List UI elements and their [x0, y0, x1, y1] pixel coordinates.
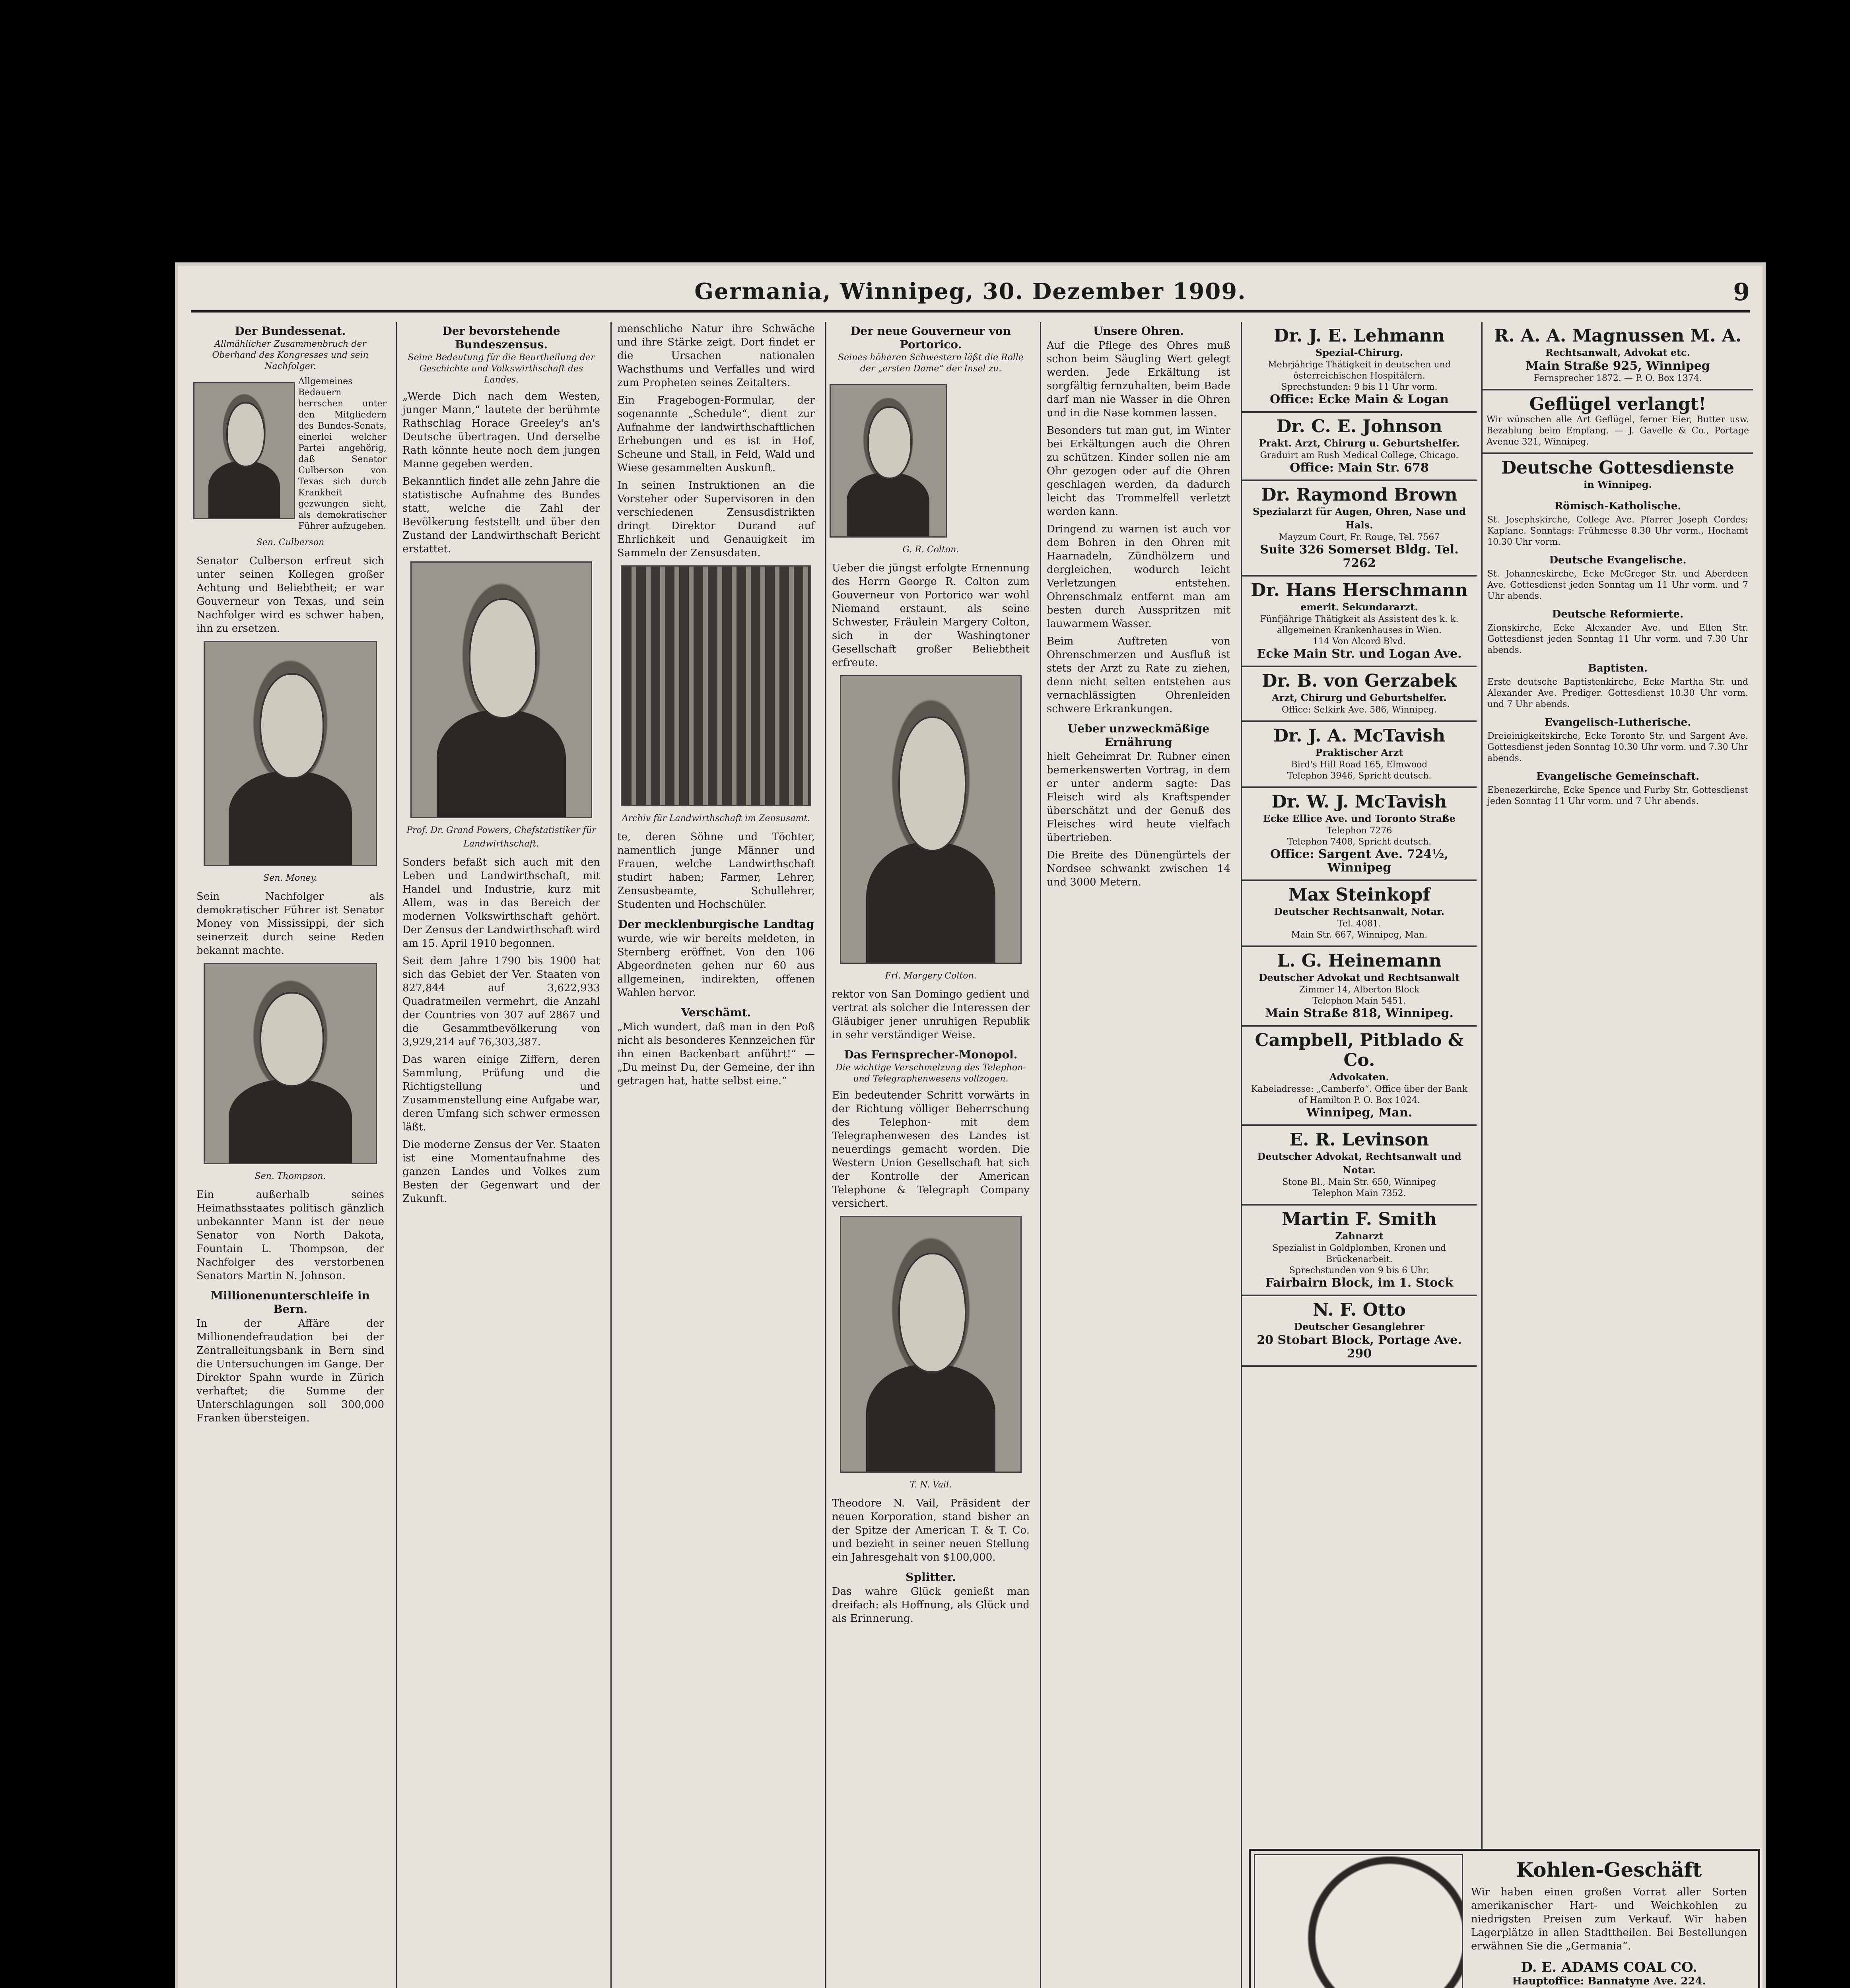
- denomination-heading: Deutsche Reformierte.: [1552, 608, 1684, 620]
- column-2: [396, 322, 606, 1988]
- ad-line: Fernsprecher 1872. — P. O. Box 1374.: [1533, 373, 1702, 383]
- coal-headline: Kohlen-Geschäft: [1516, 1858, 1702, 1881]
- ad-line: Sprechstunden: 9 bis 11 Uhr vorm.: [1281, 382, 1438, 392]
- article-text: te, deren Söhne und Töchter, namentlich junge Männer und Frauen, welche Landwirthschaft studirt haben; Farmer, Lehrer, Zensusbeamte, Schullehrer, Studenten und Hochschüler.: [617, 831, 815, 911]
- article-text: Ein Fragebogen-Formular, der sogenannte „Schedule“, dient zur Aufnahme der landwirthschaftlichen Erhebungen und es ist in Hof, Scheune und Stall, in Feld, Wald und Wiese gesammelten Auskunft.: [617, 394, 815, 474]
- article-headline: Der bevorstehende Bundeszensus.: [442, 324, 560, 351]
- ad-line: Main Str. 667, Winnipeg, Man.: [1291, 930, 1428, 940]
- ad-poultry: [1483, 390, 1753, 454]
- professional-ad: [1242, 722, 1477, 788]
- caption: Sen. Culberson: [256, 538, 325, 547]
- article-headline: Verschämt.: [681, 1006, 751, 1019]
- ad-name: L. G. Heinemann: [1277, 951, 1442, 971]
- denomination-heading: Römisch-Katholische.: [1554, 500, 1681, 512]
- professional-ad: [1242, 1027, 1477, 1126]
- coal-illustration: [1254, 1854, 1463, 1988]
- article-text: wurde, wie wir bereits meldeten, in Sternberg eröffnet. Von den 106 Abgeordneten gehen nur 60 aus allgemeinen, indirekten, offenen Wahlen hervor.: [617, 933, 815, 999]
- ad-title: Praktischer Arzt: [1315, 747, 1403, 758]
- caption: Sen. Thompson.: [255, 1171, 326, 1181]
- ad-title: Arzt, Chirurg und Geburtshelfer.: [1272, 692, 1447, 703]
- ad-name: Dr. W. J. McTavish: [1271, 792, 1447, 812]
- portrait-money: [204, 641, 377, 866]
- ad-line: Bird's Hill Road 165, Elmwood: [1291, 760, 1428, 770]
- professional-ad: [1242, 1126, 1477, 1206]
- caption: Prof. Dr. Grand Powers, Chefstatistiker für Landwirthschaft.: [406, 825, 596, 849]
- article-text: Bekanntlich findet alle zehn Jahre die statistische Aufnahme des Bundes statt, welche die Zahl der Bevölkerung feststellt und über den Zustand der Landwirthschaft Bericht erstattet.: [402, 476, 600, 555]
- ad-text: Wir wünschen alle Art Geflügel, ferner Eier, Butter usw. Bezahlung beim Empfang. — J. Gavelle & Co., Portage Avenue 321, Winnipeg.: [1487, 415, 1749, 447]
- church-subhead: in Winnipeg.: [1584, 479, 1652, 490]
- coal-text: Wir haben einen großen Vorrat aller Sorten amerikanischer Hart- und Weichkohlen zu niedrigsten Preisen zum Verkauf. Wir haben Lagerplätze in allen Stadttheilen. Bei Bestellungen erwähnen Sie die „Germania“.: [1471, 1886, 1747, 1952]
- column-3: [610, 322, 820, 1988]
- ad-headline: Geflügel verlangt!: [1529, 394, 1706, 414]
- article-text: hielt Geheimrat Dr. Rubner einen bemerkenswerten Vortrag, in dem er unter anderm sagte: Das Fleisch wird als Kraftspender überschätzt und der Genuß des Fleisches wird heute vielfach übertrieben.: [1047, 751, 1230, 844]
- article-text: Ueber die jüngst erfolgte Ernennung des Herrn George R. Colton zum Gouverneur von Portorico war wohl Niemand erstaunt, als seine Schwester, Fräulein Margery Colton, sich in der Washingtoner Gesellschaft großer Beliebtheit erfreute.: [832, 562, 1030, 669]
- caption: G. R. Colton.: [902, 545, 959, 555]
- article-text: Ein außerhalb seines Heimathsstaates politisch gänzlich unbekannter Mann ist der neue Senator von North Dakota, Fountain L. Thompson, der Nachfolger des verstorbenen Senators Martin N. Johnson.: [196, 1189, 384, 1282]
- ad-title: Deutscher Rechtsanwalt, Notar.: [1274, 906, 1444, 917]
- ads-list: [1242, 322, 1477, 1367]
- ad-title: Spezialarzt für Augen, Ohren, Nase und Hals.: [1253, 506, 1466, 531]
- portrait-vail: [840, 1216, 1022, 1473]
- article-headline: Der neue Gouverneur von Portorico.: [851, 324, 1011, 351]
- professional-ad: [1242, 413, 1477, 481]
- ad-magnussen: [1483, 322, 1753, 390]
- ad-line: Mehrjährige Thätigkeit in deutschen und österreichischen Hospitälern.: [1268, 360, 1451, 381]
- ad-line: Graduirt am Rush Medical College, Chicago.: [1260, 450, 1459, 460]
- article-text: Die Breite des Dünengürtels der Nordsee schwankt zwischen 14 und 3000 Metern.: [1047, 849, 1230, 888]
- ad-address: Fairbairn Block, im 1. Stock: [1265, 1276, 1454, 1290]
- denomination-heading: Evangelisch-Lutherische.: [1544, 716, 1691, 728]
- article-headline: Der mecklenburgische Landtag: [618, 918, 814, 931]
- ad-title: emerit. Sekundararzt.: [1300, 601, 1418, 613]
- denomination-heading: Evangelische Gemeinschaft.: [1536, 771, 1700, 782]
- ad-title: Ecke Ellice Ave. und Toronto Straße: [1263, 813, 1456, 824]
- ad-line: Sprechstunden von 9 bis 6 Uhr.: [1289, 1266, 1429, 1276]
- professional-ad: [1242, 577, 1477, 667]
- denomination-heading: Baptisten.: [1588, 662, 1648, 674]
- article-text: rektor von San Domingo gedient und vertrat als solcher die Interessen der Gläubiger jener unruhigen Republik in sehr verständiger Weise.: [832, 988, 1030, 1041]
- portrait-margery-colton: [840, 675, 1022, 964]
- article-text: Allgemeines Bedauern herrschen unter den Mitgliedern des Bundes-Senats, einerlei welcher Partei angehörig, daß Senator Culberson von Texas sich durch Krankheit gezwungen sieht, als demokratischer Führer aufzugeben.: [298, 377, 387, 531]
- ad-line: Telephon Main 5451.: [1312, 996, 1406, 1006]
- page-number: 9: [1733, 278, 1750, 306]
- professional-ad: [1242, 667, 1477, 722]
- article-text: Die moderne Zensus der Ver. Staaten ist eine Momentaufnahme des ganzen Landes und Volkes zum Besten der Gegenwart und der Zukunft.: [402, 1139, 600, 1205]
- article-intro: [191, 376, 390, 536]
- caption: T. N. Vail.: [909, 1480, 952, 1490]
- article-text: In seinen Instruktionen an die Vorsteher oder Supervisoren in den verschiedenen Zensusdistrikten dringt Direktor Durand auf Ehrlichkeit und Genauigkeit im Sammeln der Zensusdaten.: [617, 480, 815, 559]
- ad-address: 20 Stobart Block, Portage Ave. 290: [1257, 1333, 1462, 1361]
- church-entry: St. Johanneskirche, Ecke McGregor Str. und Aberdeen Ave. Gottesdienst jeden Sonntag um 11 Uhr vorm. und 7 Uhr abends.: [1487, 569, 1748, 601]
- professional-ad: [1242, 788, 1477, 881]
- article-headline: Das Fernsprecher-Monopol.: [844, 1048, 1018, 1061]
- ad-line: Spezialist in Goldplomben, Kronen und Brückenarbeit.: [1272, 1243, 1446, 1264]
- ad-address: Ecke Main Str. und Logan Ave.: [1257, 647, 1462, 661]
- article-headline: Unsere Ohren.: [1093, 324, 1184, 338]
- ad-name: Dr. Raymond Brown: [1261, 485, 1457, 505]
- article-text: In der Affäre der Millionendefraudation bei der Zentralleitungsbank in Bern sind die Untersuchungen im Gange. Der Direktor Spahn wurde in Zürich verhaftet; die Summe der Unterschlagungen soll 300,000 Franken übersteigen.: [196, 1318, 384, 1424]
- article-text: Seit dem Jahre 1790 bis 1900 hat sich das Gebiet der Ver. Staaten von 827,844 auf 3,622,933 Quadratmeilen vermehrt, die Anzahl der Countries von 307 auf 2867 und die Gesammtbevölkerung von 3,929,214 auf 76,303,387.: [402, 955, 600, 1048]
- caption: Archiv für Landwirthschaft im Zensusamt.: [622, 813, 810, 823]
- church-entry: Erste deutsche Baptistenkirche, Ecke Martha Str. und Alexander Ave. Prediger. Gottesdienst 10.30 Uhr vorm. und 7 Uhr abends.: [1487, 677, 1748, 709]
- article-headline: Splitter.: [906, 1571, 956, 1584]
- professional-ad: [1242, 947, 1477, 1027]
- ad-line: 114 Von Alcord Blvd.: [1312, 637, 1406, 646]
- article-subhead: Allmählicher Zusammenbruch der Oberhand des Kongresses und sein Nachfolger.: [212, 339, 369, 371]
- denomination-heading: Deutsche Evangelische.: [1549, 554, 1687, 566]
- article-headline: Der Bundessenat.: [235, 324, 346, 338]
- masthead-rule: [191, 310, 1750, 313]
- ad-title: Deutscher Gesanglehrer: [1294, 1321, 1424, 1332]
- portrait-powers: [410, 561, 593, 818]
- professional-ad: [1242, 481, 1477, 577]
- article-text: Dringend zu warnen ist auch vor dem Bohren in den Ohren mit Haarnadeln, Zündhölzern und dergleichen, wodurch leicht Verletzungen entstehen. Ohrenschmalz entfernt man am besten durch Ausspritzen mit lauwarmem Wasser.: [1047, 523, 1230, 630]
- church-entry: Zionskirche, Ecke Alexander Ave. und Ellen Str. Gottesdienst jeden Sonntag 11 Uhr vorm. und 7.30 Uhr abends.: [1487, 623, 1748, 655]
- article-text: Sonders befaßt sich auch mit den Leben und Landwirthschaft, mit Handel und Industrie, kurz mit Allem, was in das Bereich der modernen Volkswirthschaft gehört. Der Zensus der Landwirthschaft wird am 15. April 1910 begonnen.: [402, 856, 600, 949]
- ad-title: Deutscher Advokat, Rechtsanwalt und Notar.: [1257, 1151, 1461, 1176]
- ad-name: R. A. A. Magnussen M. A.: [1494, 326, 1742, 346]
- professional-ad: [1242, 1296, 1477, 1367]
- ad-title: Spezial-Chirurg.: [1315, 347, 1403, 358]
- article-subhead: Seines höheren Schwestern läßt die Rolle der „ersten Dame“ der Insel zu.: [838, 353, 1024, 374]
- ad-line: Telephon 7408, Spricht deutsch.: [1287, 837, 1432, 847]
- church-entry: Dreieinigkeitskirche, Ecke Toronto Str. und Sargent Ave. Gottesdienst jeden Sonntag 10.30 Uhr vorm. und 7.30 Uhr abends.: [1487, 731, 1748, 763]
- ad-name: Dr. C. E. Johnson: [1276, 416, 1442, 437]
- ad-line: Tel. 4081.: [1337, 919, 1381, 929]
- article-text: Senator Culberson erfreut sich unter seinen Kollegen großer Achtung und Beliebtheit; er war Gouverneur von Texas, und sein Nachfolger wird es schwer haben, ihn zu ersetzen.: [196, 555, 384, 635]
- ad-line: Kabeladresse: „Camberfo“. Office über der Bank of Hamilton P. O. Box 1024.: [1251, 1084, 1468, 1105]
- ad-line: Fünfjährige Thätigkeit als Assistent des k. k. allgemeinen Krankenhauses in Wien.: [1260, 614, 1459, 635]
- coal-ad: [1249, 1849, 1760, 1988]
- ad-line: Office: Selkirk Ave. 586, Winnipeg.: [1281, 705, 1437, 715]
- article-text: Das waren einige Ziffern, deren Sammlung, Prüfung und die Richtigstellung und Zusammenstellung eine Aufgabe war, deren Umfang sich schwer ermessen läßt.: [402, 1054, 600, 1133]
- ad-address: Main Straße 925, Winnipeg: [1525, 359, 1710, 373]
- portrait-culberson: [193, 382, 295, 519]
- ad-title: Prakt. Arzt, Chirurg u. Geburtshelfer.: [1259, 437, 1460, 449]
- ad-address: Winnipeg, Man.: [1306, 1106, 1413, 1120]
- ad-line: Telephon Main 7352.: [1312, 1188, 1406, 1198]
- church-entry: St. Josephskirche, College Ave. Pfarrer Joseph Cordes; Kaplane. Sonntags: Frühmesse 8.30 Uhr vorm., Hochamt 10.30 Uhr vorm.: [1487, 515, 1748, 547]
- ad-line: Mayzum Court, Fr. Rouge, Tel. 7567: [1279, 532, 1440, 542]
- article-text: Ein bedeutender Schritt vorwärts in der Richtung völliger Beherrschung des Telephon- mit dem Telegraphenwesen des Landes ist neuerdings gemacht worden. Die Western Union Gesellschaft hat sich der Kontrolle der American Telephone & Telegraph Company versichert.: [832, 1089, 1030, 1209]
- professional-ad: [1242, 1206, 1477, 1296]
- ad-title: Deutscher Advokat und Rechtsanwalt: [1259, 972, 1460, 983]
- portrait-thompson: [204, 963, 377, 1164]
- article-subhead: Seine Bedeutung für die Beurtheilung der Geschichte und Volkswirthschaft des Landes.: [408, 353, 595, 385]
- professional-ad: [1242, 322, 1477, 413]
- ad-name: Dr. J. A. McTavish: [1273, 726, 1446, 746]
- ad-title: Zahnarzt: [1335, 1230, 1384, 1242]
- ad-name: Dr. Hans Herschmann: [1251, 580, 1468, 600]
- ad-address: Office: Ecke Main & Logan: [1270, 392, 1449, 406]
- article-text: „Werde Dich nach dem Westen, junger Mann,“ lautete der berühmte Rathschlag Horace Greeley's an's Deutsche übertragen. Und derselbe Rath könnte heute noch dem jungen Manne gegeben werden.: [402, 390, 600, 470]
- column-4: [825, 322, 1035, 1988]
- coal-company: D. E. ADAMS COAL CO.: [1521, 1959, 1697, 1975]
- article-text: Auf die Pflege des Ohres muß schon beim Säugling Wert gelegt werden. Jede Erkältung ist sorgfältig fernzuhalten, beim Bade darf man nie Wasser in die Ohren und in die Nase kommen lassen.: [1047, 340, 1230, 419]
- article-text: Theodore N. Vail, Präsident der neuen Korporation, stand bisher an der Spitze der American T. & T. Co. und bezieht in seiner neuen Stellung ein Jahresgehalt von $100,000.: [832, 1497, 1030, 1563]
- column-6-ads: [1241, 322, 1477, 1988]
- ad-address: Main Straße 818, Winnipeg.: [1265, 1006, 1454, 1020]
- article-text: „Mich wundert, daß man in den Poß nicht als besonderes Kennzeichen für ihn einen Backenbart anführt!“ — „Du meinst Du, der Gemeine, der ihn getragen hat, hatte selbst eine.“: [617, 1021, 815, 1087]
- column-5: [1040, 322, 1236, 1988]
- coal-ad-text: [1463, 1854, 1755, 1988]
- portrait-colton: [830, 384, 947, 538]
- article-text: menschliche Natur ihre Schwäche und ihre Stärke zeigt. Dort findet er die Ursachen nationalen Wachsthums und Verfalles und wird zum Propheten seines Zeitalters.: [617, 323, 815, 389]
- coal-address: Hauptoffice: Bannatyne Ave. 224.: [1512, 1975, 1706, 1987]
- ad-address: Office: Sargent Ave. 724½, Winnipeg: [1270, 847, 1448, 875]
- column-7: [1481, 322, 1753, 1988]
- ad-name: Martin F. Smith: [1282, 1209, 1437, 1229]
- article-text: Das wahre Glück genießt man dreifach: als Hoffnung, als Glück und als Erinnerung.: [832, 1586, 1030, 1625]
- ad-address: Office: Main Str. 678: [1290, 461, 1429, 475]
- church-headline: Deutsche Gottesdienste: [1501, 458, 1735, 478]
- article-text: Besonders tut man gut, im Winter bei Erkältungen auch die Ohren zu schützen. Kinder sollen nie am Ohr gezogen oder auf die Ohren geschlagen werden, da dadurch leicht das Trommelfell verletzt werden kann.: [1047, 425, 1230, 518]
- ad-address: Suite 326 Somerset Bldg. Tel. 7262: [1260, 543, 1459, 570]
- caption: Frl. Margery Colton.: [885, 971, 977, 981]
- article-text: Sein Nachfolger als demokratischer Führer ist Senator Money von Mississippi, der sich seinerzeit durch seine Reden bekannt machte.: [196, 891, 384, 957]
- professional-ad: [1242, 881, 1477, 947]
- article-subhead: Die wichtige Verschmelzung des Telephon- und Telegraphenwesens vollzogen.: [836, 1063, 1026, 1084]
- newspaper-page: [175, 262, 1766, 1988]
- ad-title: Rechtsanwalt, Advokat etc.: [1545, 347, 1691, 358]
- masthead: Germania, Winnipeg, 30. Dezember 1909.: [694, 278, 1246, 305]
- ad-name: Dr. B. von Gerzabek: [1262, 671, 1457, 691]
- ad-name: Campbell, Pitblado & Co.: [1255, 1030, 1464, 1070]
- article-text: Beim Auftreten von Ohrenschmerzen und Ausfluß ist stets der Arzt zu Rate zu ziehen, denn nicht selten entstehen aus vernachlässigten Ohrenleiden schwere Erkrankungen.: [1047, 635, 1230, 715]
- ad-name: N. F. Otto: [1313, 1300, 1406, 1320]
- ad-title: Advokaten.: [1329, 1071, 1389, 1083]
- column-1: [191, 322, 390, 1988]
- ad-line: Stone Bl., Main Str. 650, Winnipeg: [1282, 1177, 1436, 1187]
- ad-line: Telephon 7276: [1326, 826, 1392, 836]
- ad-name: Dr. J. E. Lehmann: [1273, 326, 1445, 346]
- church-entry: Ebenezerkirche, Ecke Spence und Furby Str. Gottesdienst jeden Sonntag 11 Uhr vorm. und 7 Uhr abends.: [1487, 785, 1748, 806]
- ad-name: E. R. Levinson: [1289, 1130, 1429, 1150]
- ad-line: Telephon 3946, Spricht deutsch.: [1287, 771, 1432, 781]
- article-headline: Ueber unzweckmäßige Ernährung: [1067, 722, 1210, 749]
- archive-photo: [621, 565, 811, 806]
- caption: Sen. Money.: [263, 873, 317, 883]
- church-services-heading: [1483, 454, 1753, 496]
- ad-line: Zimmer 14, Alberton Block: [1299, 985, 1420, 995]
- article-headline: Millionenunterschleife in Bern.: [211, 1289, 370, 1316]
- ad-name: Max Steinkopf: [1288, 885, 1430, 905]
